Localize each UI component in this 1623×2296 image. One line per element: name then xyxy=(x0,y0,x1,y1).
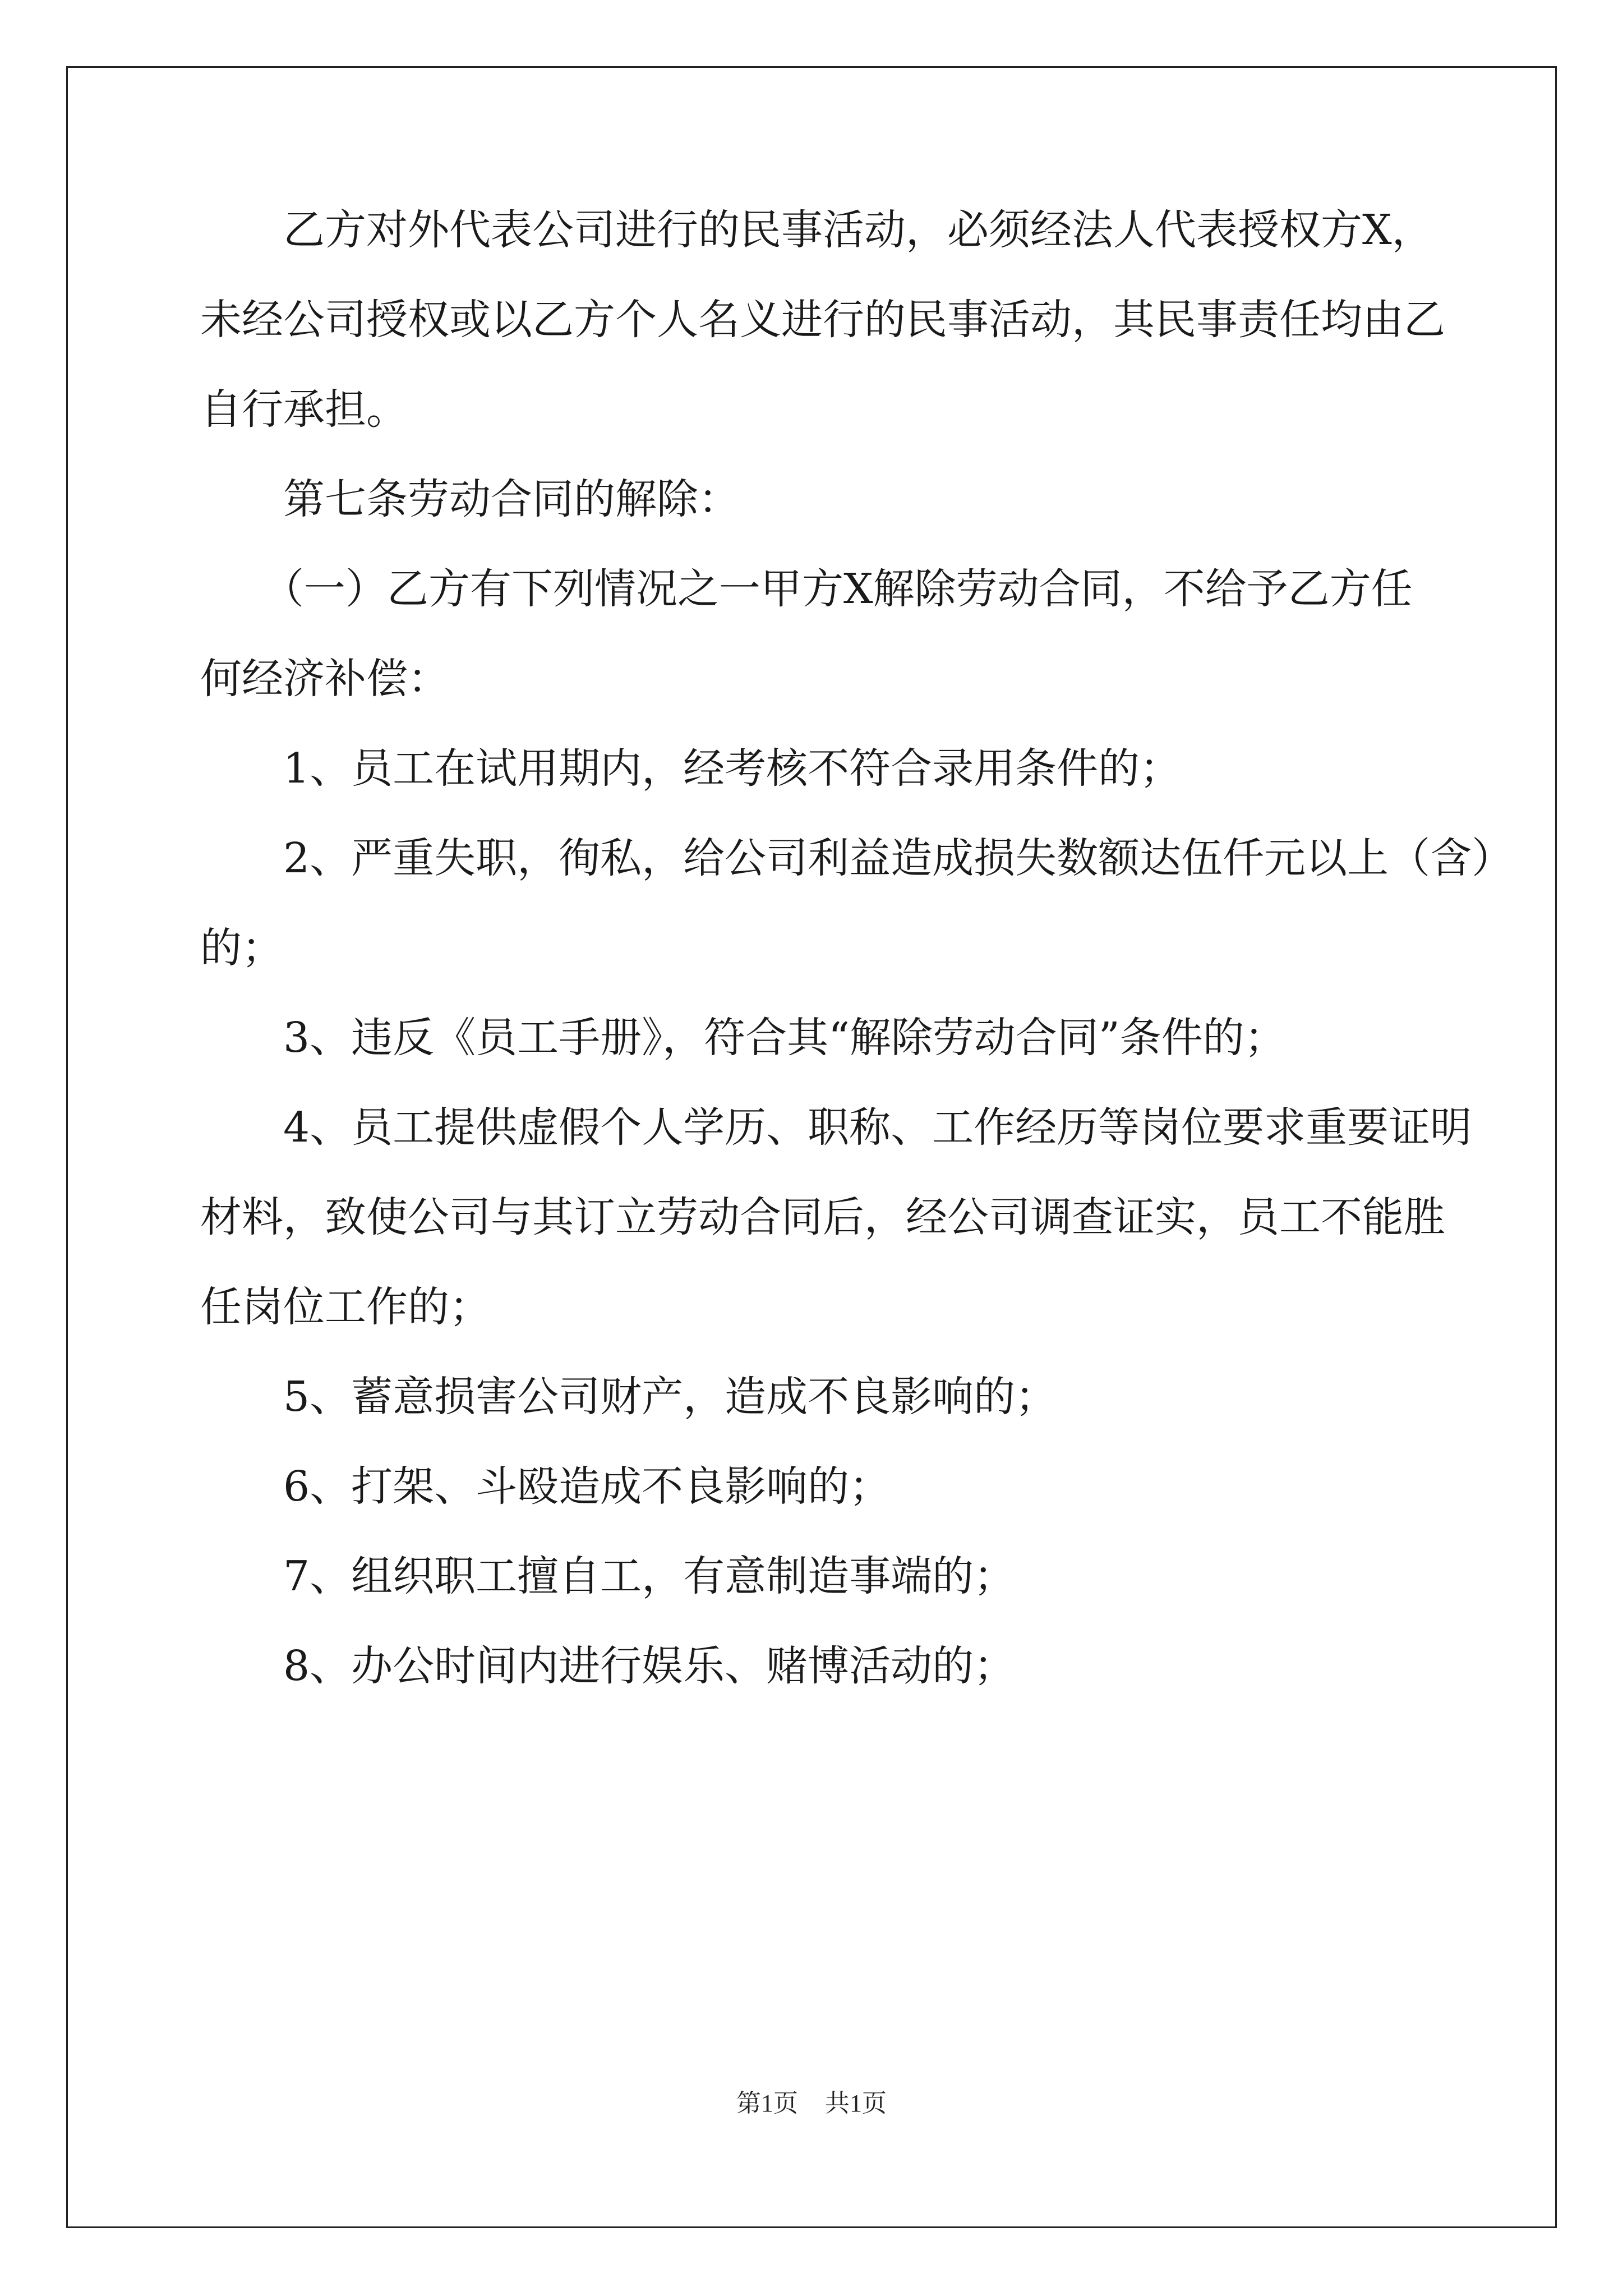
text-line: 材料，致使公司与其订立劳动合同后，经公司调查证实，员工不能胜 xyxy=(200,1193,1445,1241)
text-line: 1、员工在试用期内，经考核不符合录用条件的； xyxy=(200,744,1182,793)
page-number-current: 第1页 xyxy=(736,2090,798,2117)
text-line: 何经济补偿： xyxy=(200,655,449,703)
text-line: 的； xyxy=(200,924,283,972)
text-line: 第七条劳动合同的解除： xyxy=(200,475,740,523)
text-line: 任岗位工作的； xyxy=(200,1283,491,1331)
text-line: 未经公司授权或以乙方个人名义进行的民事活动，其民事责任均由乙 xyxy=(200,296,1445,344)
text-line: （一）乙方有下列情况之一甲方X解除劳动合同，不给予乙方任 xyxy=(200,565,1413,613)
text-line: 5、蓄意损害公司财产，造成不良影响的； xyxy=(200,1373,1057,1421)
page-footer xyxy=(0,2087,1623,2120)
text-line: 7、组织职工擅自工，有意制造事端的； xyxy=(200,1552,1016,1600)
text-line: 2、严重失职，徇私，给公司利益造成损失数额达伍仟元以上（含） xyxy=(200,834,1514,882)
text-line: 乙方对外代表公司进行的民事活动，必须经法人代表授权方X， xyxy=(200,206,1433,254)
page-number-total: 共1页 xyxy=(825,2090,887,2117)
text-line: 4、员工提供虚假个人学历、职称、工作经历等岗位要求重要证明 xyxy=(200,1103,1472,1152)
text-line: 6、打架、斗殴造成不良影响的； xyxy=(200,1462,891,1511)
text-line: 3、违反《员工手册》，符合其“解除劳动合同”条件的； xyxy=(200,1014,1286,1062)
text-line: 自行承担。 xyxy=(200,385,408,434)
text-line: 8、办公时间内进行娱乐、赌博活动的； xyxy=(200,1642,1016,1690)
